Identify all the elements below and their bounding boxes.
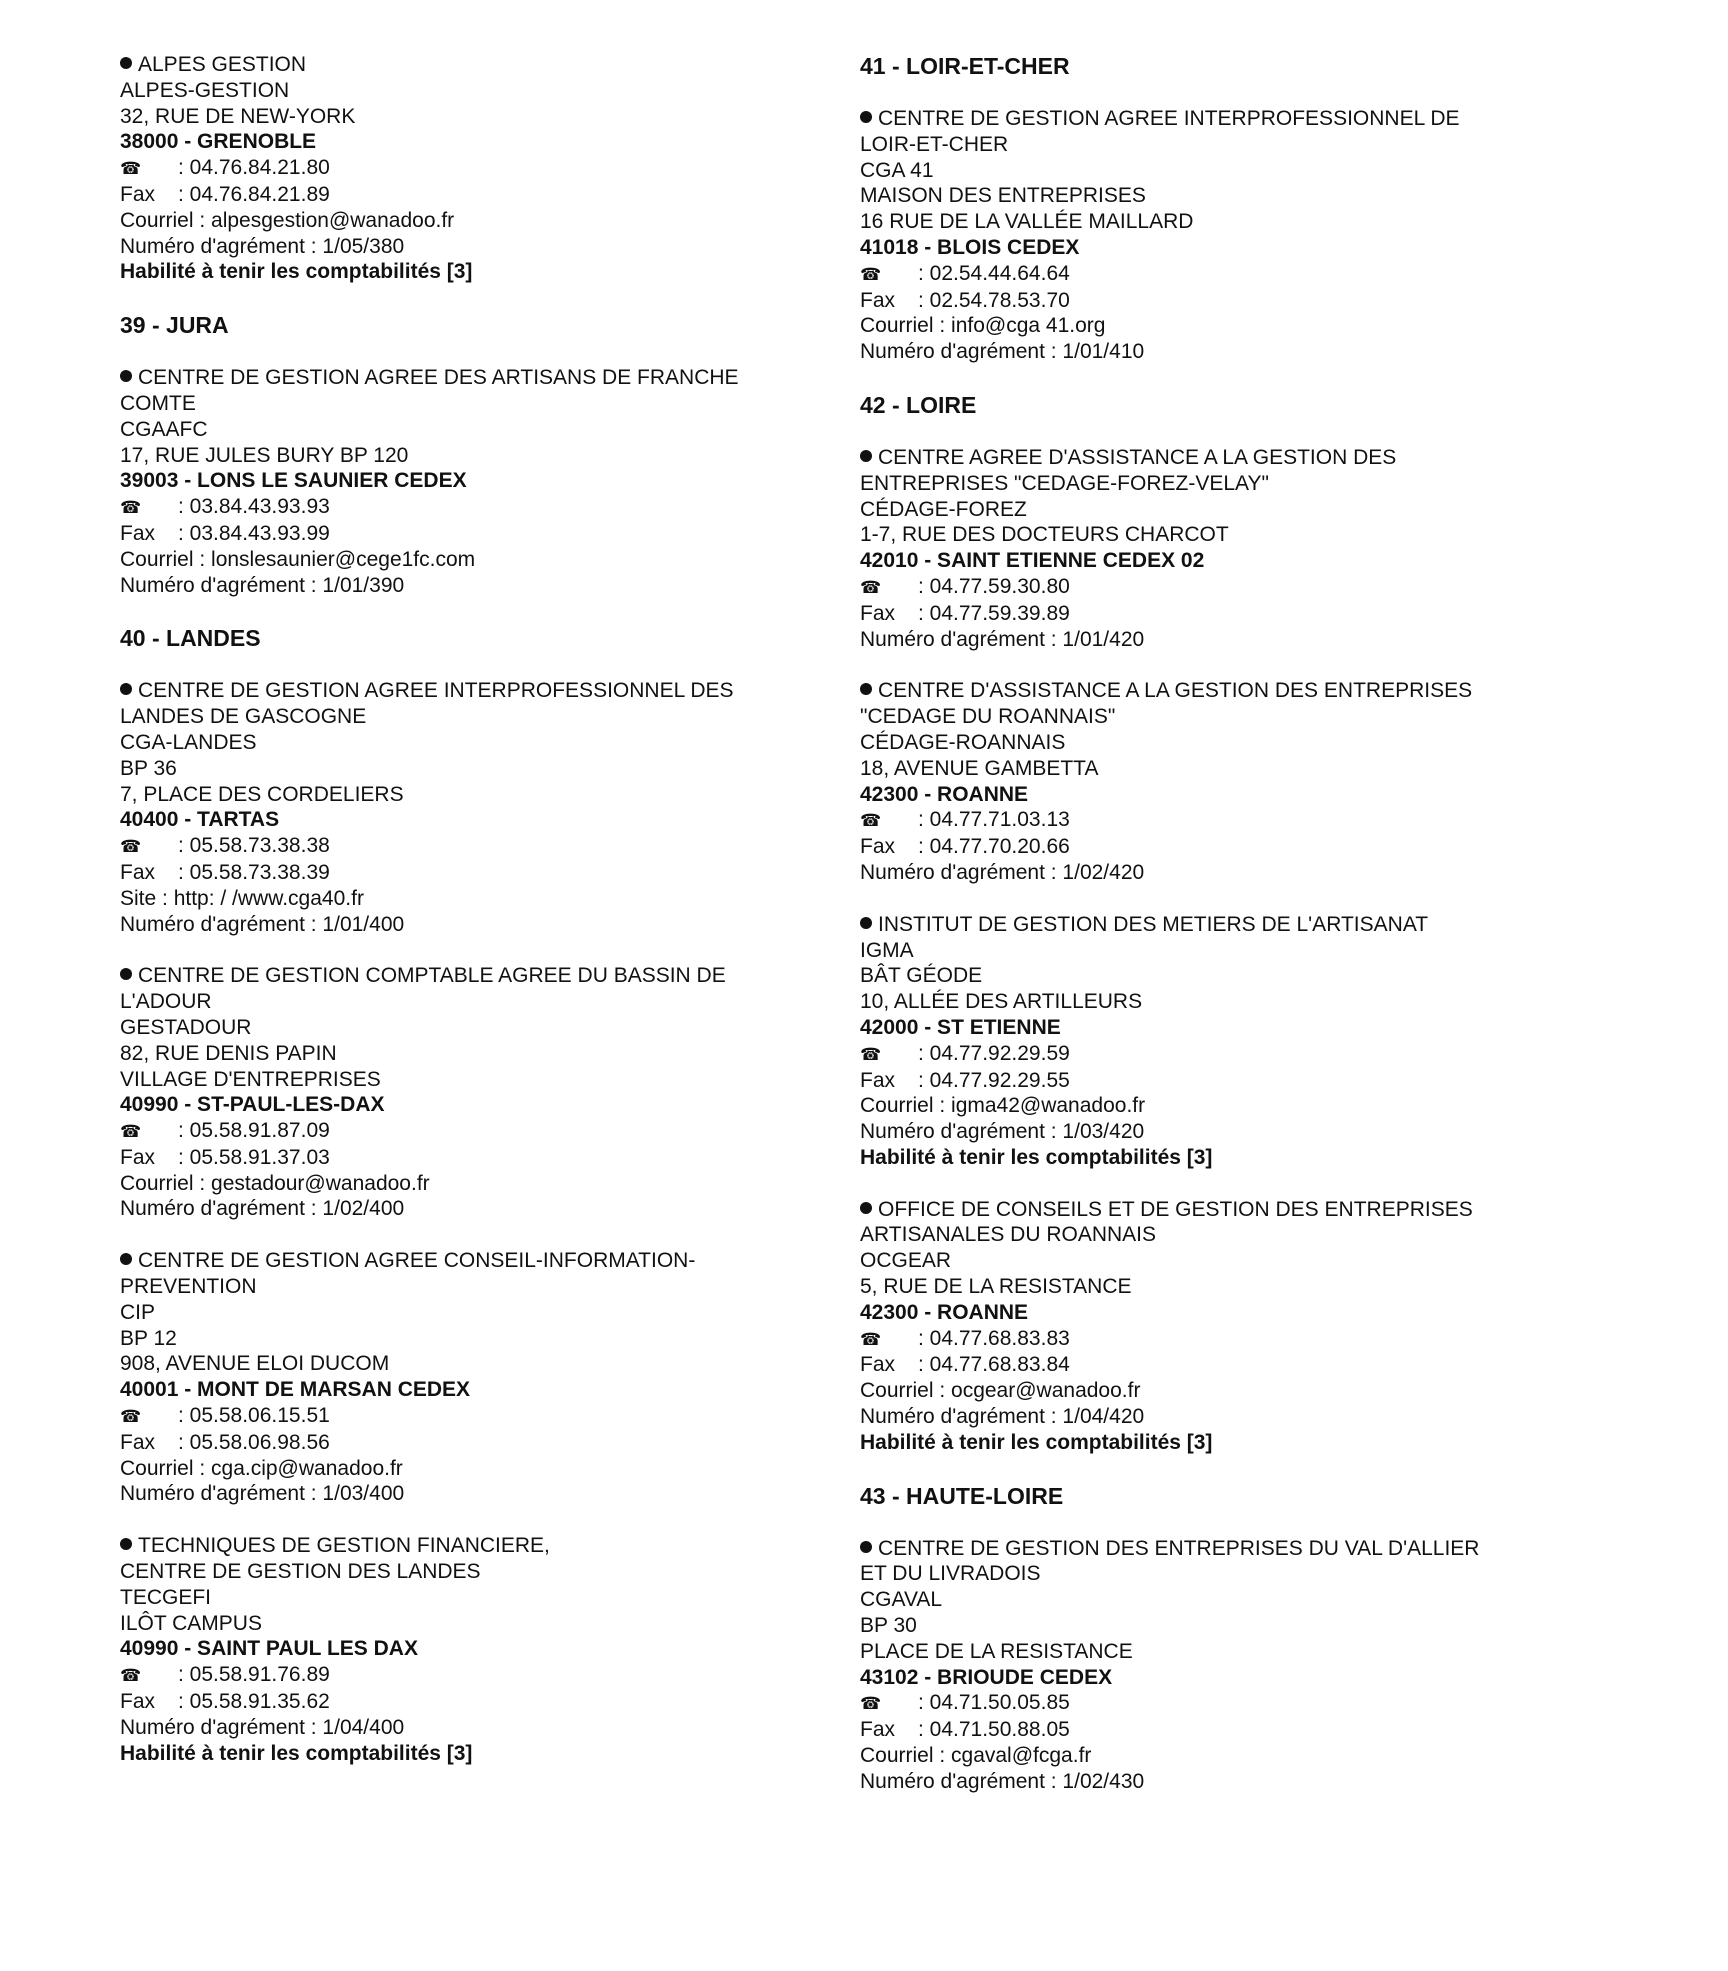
entry-email: Courriel : info@cga 41.org [860,314,1106,338]
phone-icon: ☎ [860,811,882,831]
entry-phone: ☎ : 05.58.73.38.38 [120,833,820,860]
entry-agrement: Numéro d'agrément : 1/02/430 [860,1769,1145,1793]
entry-fax: Fax : 04.76.84.21.89 [120,182,330,206]
entry-line: BP 36 [120,756,177,780]
right-column [860,52,1560,1821]
left-column [120,52,820,1792]
entry-habilite: Habilité à tenir les comptabilités [3] [120,1741,473,1765]
entry-email: Courriel : alpesgestion@wanadoo.fr [120,208,455,232]
phone-icon: ☎ [860,577,882,597]
entry-line: MAISON DES ENTREPRISES [860,184,1146,208]
entry-phone: ☎ : 04.77.68.83.83 [860,1326,1560,1353]
entry-line: CÉDAGE-ROANNAIS [860,730,1066,754]
entry-line: 5, RUE DE LA RESISTANCE [860,1275,1132,1299]
entry-habilite: Habilité à tenir les comptabilités [3] [860,1145,1213,1169]
entry-line: PREVENTION [120,1275,257,1299]
entry-line: CENTRE DE GESTION DES LANDES [120,1560,481,1584]
entry-title: INSTITUT DE GESTION DES METIERS DE L'ARTISANAT [860,912,1560,938]
entry-fax: Fax : 04.77.92.29.55 [860,1068,1070,1092]
entry-line: LOIR-ET-CHER [860,132,1009,156]
entry-gestadour [120,963,820,1222]
entry-city: 40990 - SAINT PAUL LES DAX [120,1637,418,1661]
entry-line: 82, RUE DENIS PAPIN [120,1041,337,1065]
entry-fax: Fax : 05.58.06.98.56 [120,1430,330,1454]
entry-line: 18, AVENUE GAMBETTA [860,756,1099,780]
entry-agrement: Numéro d'agrément : 1/01/420 [860,627,1145,651]
entry-line: CIP [120,1300,156,1324]
entry-city: 40001 - MONT DE MARSAN CEDEX [120,1378,471,1402]
entry-title: CENTRE D'ASSISTANCE A LA GESTION DES ENTREPRISES [860,678,1560,704]
phone-icon: ☎ [860,1694,882,1714]
entry-fax: Fax : 03.84.43.93.99 [120,521,330,545]
entry-city: 42300 - ROANNE [860,782,1029,806]
entry-agrement: Numéro d'agrément : 1/01/390 [120,573,405,597]
phone-icon: ☎ [120,498,142,518]
entry-line: 10, ALLÉE DES ARTILLEURS [860,990,1143,1014]
entry-line: ILÔT CAMPUS [120,1611,262,1635]
section-heading-43: 43 - HAUTE-LOIRE [860,1482,1064,1509]
entry-email: Courriel : ocgear@wanadoo.fr [860,1379,1141,1403]
entry-phone: ☎ : 05.58.91.76.89 [120,1662,820,1689]
entry-tecgefi [120,1533,820,1766]
entry-email: Courriel : igma42@wanadoo.fr [860,1094,1146,1118]
entry-title: TECHNIQUES DE GESTION FINANCIERE, [120,1533,820,1559]
section-heading-42: 42 - LOIRE [860,391,977,418]
entry-cedage-forez [860,445,1560,652]
phone-icon: ☎ [120,1407,142,1427]
entry-phone: ☎ : 04.77.92.29.59 [860,1041,1560,1068]
entry-line: BÂT GÉODE [860,964,983,988]
entry-line: IGMA [860,938,914,962]
bullet-icon [860,450,872,462]
entry-agrement: Numéro d'agrément : 1/04/400 [120,1715,405,1739]
entry-title: CENTRE DE GESTION AGREE DES ARTISANS DE FRANCHE [120,365,820,391]
entry-line: PLACE DE LA RESISTANCE [860,1639,1133,1663]
entry-city: 40400 - TARTAS [120,808,280,832]
entry-line: CGA-LANDES [120,730,257,754]
entry-line: 908, AVENUE ELOI DUCOM [120,1352,390,1376]
entry-city: 38000 - GRENOBLE [120,130,317,154]
entry-igma [860,912,1560,1171]
entry-line: ARTISANALES DU ROANNAIS [860,1223,1157,1247]
entry-line: 7, PLACE DES CORDELIERS [120,782,404,806]
entry-line: TECGEFI [120,1585,212,1609]
entry-cgaval [860,1536,1560,1795]
entry-city: 40990 - ST-PAUL-LES-DAX [120,1093,385,1117]
entry-cip [120,1248,820,1507]
entry-agrement: Numéro d'agrément : 1/02/400 [120,1197,405,1221]
entry-phone: ☎ : 04.77.71.03.13 [860,807,1560,834]
bullet-icon [860,1202,872,1214]
entry-line: 17, RUE JULES BURY BP 120 [120,443,409,467]
entry-line: BP 30 [860,1614,917,1638]
entry-cedage-roannais [860,678,1560,885]
entry-fax: Fax : 04.71.50.88.05 [860,1718,1070,1742]
bullet-icon [860,111,872,123]
entry-line: 32, RUE DE NEW-YORK [120,104,356,128]
entry-city: 43102 - BRIOUDE CEDEX [860,1665,1113,1689]
entry-phone: ☎ : 04.77.59.30.80 [860,574,1560,601]
entry-phone: ☎ : 04.71.50.05.85 [860,1690,1560,1717]
entry-cga-landes [120,678,820,937]
entry-title: ALPES GESTION [120,52,820,78]
entry-agrement: Numéro d'agrément : 1/05/380 [120,234,405,258]
entry-agrement: Numéro d'agrément : 1/01/400 [120,912,405,936]
phone-icon: ☎ [860,1044,882,1064]
entry-line: L'ADOUR [120,990,212,1014]
entry-title: CENTRE DE GESTION DES ENTREPRISES DU VAL D'ALLIER [860,1536,1560,1562]
entry-agrement: Numéro d'agrément : 1/01/410 [860,340,1145,364]
entry-agrement: Numéro d'agrément : 1/03/400 [120,1482,405,1506]
entry-phone: ☎ : 02.54.44.64.64 [860,261,1560,288]
entry-email: Courriel : cga.cip@wanadoo.fr [120,1456,403,1480]
entry-line: 1-7, RUE DES DOCTEURS CHARCOT [860,523,1229,547]
bullet-icon [120,968,132,980]
phone-icon: ☎ [120,1122,142,1142]
entry-title: CENTRE AGREE D'ASSISTANCE A LA GESTION DES [860,445,1560,471]
section-heading-40: 40 - LANDES [120,625,261,652]
entry-fax: Fax : 04.77.70.20.66 [860,835,1070,859]
entry-line: VILLAGE D'ENTREPRISES [120,1067,381,1091]
entry-fax: Fax : 05.58.73.38.39 [120,860,330,884]
entry-line: "CEDAGE DU ROANNAIS" [860,705,1116,729]
entry-email: Courriel : lonslesaunier@cege1fc.com [120,547,476,571]
entry-line: OCGEAR [860,1249,952,1273]
bullet-icon [860,917,872,929]
entry-title: OFFICE DE CONSEILS ET DE GESTION DES ENTREPRISES [860,1197,1560,1223]
entry-alpes-gestion [120,52,820,285]
bullet-icon [120,683,132,695]
entry-city: 42300 - ROANNE [860,1300,1029,1324]
entry-city: 39003 - LONS LE SAUNIER CEDEX [120,469,467,493]
entry-city: 42010 - SAINT ETIENNE CEDEX 02 [860,549,1205,573]
entry-city: 42000 - ST ETIENNE [860,1015,1061,1039]
entry-phone: ☎ : 03.84.43.93.93 [120,494,820,521]
entry-email: Courriel : gestadour@wanadoo.fr [120,1171,430,1195]
entry-city: 41018 - BLOIS CEDEX [860,235,1080,259]
entry-title: CENTRE DE GESTION AGREE CONSEIL-INFORMATION- [120,1248,820,1274]
entry-line: COMTE [120,391,196,415]
bullet-icon [860,1541,872,1553]
entry-line: 16 RUE DE LA VALLÉE MAILLARD [860,210,1194,234]
entry-line: ENTREPRISES "CEDAGE-FOREZ-VELAY" [860,471,1269,495]
phone-icon: ☎ [120,159,142,179]
entry-phone: ☎ : 04.76.84.21.80 [120,155,820,182]
bullet-icon [120,370,132,382]
entry-title: CENTRE DE GESTION AGREE INTERPROFESSIONNEL DES [120,678,820,704]
entry-title: CENTRE DE GESTION AGREE INTERPROFESSIONNEL DE [860,106,1560,132]
entry-habilite: Habilité à tenir les comptabilités [3] [860,1430,1213,1454]
section-heading-41: 41 - LOIR-ET-CHER [860,53,1070,79]
entry-fax: Fax : 05.58.91.37.03 [120,1145,330,1169]
entry-agrement: Numéro d'agrément : 1/03/420 [860,1120,1145,1144]
section-heading-39: 39 - JURA [120,312,229,339]
entry-line: LANDES DE GASCOGNE [120,705,367,729]
phone-icon: ☎ [120,1666,142,1686]
entry-agrement: Numéro d'agrément : 1/02/420 [860,860,1145,884]
entry-phone: ☎ : 05.58.91.87.09 [120,1118,820,1145]
phone-icon: ☎ [860,264,882,284]
entry-line: CGAVAL [860,1588,943,1612]
entry-fax: Fax : 04.77.59.39.89 [860,601,1070,625]
entry-line: CÉDAGE-FOREZ [860,497,1027,521]
entry-line: ET DU LIVRADOIS [860,1562,1041,1586]
entry-line: BP 12 [120,1326,177,1350]
entry-title: CENTRE DE GESTION COMPTABLE AGREE DU BASSIN DE [120,963,820,989]
entry-fax: Fax : 02.54.78.53.70 [860,288,1070,312]
entry-site: Site : http: / /www.cga40.fr [120,886,364,910]
bullet-icon [120,57,132,69]
entry-line: CGAAFC [120,417,208,441]
entry-phone: ☎ : 05.58.06.15.51 [120,1403,820,1430]
entry-line: CGA 41 [860,158,934,182]
entry-line: GESTADOUR [120,1015,252,1039]
bullet-icon [120,1253,132,1265]
entry-fax: Fax : 04.77.68.83.84 [860,1353,1070,1377]
entry-line: ALPES-GESTION [120,78,290,102]
bullet-icon [860,683,872,695]
bullet-icon [120,1538,132,1550]
phone-icon: ☎ [120,837,142,857]
entry-ocgear [860,1197,1560,1456]
entry-email: Courriel : cgaval@fcga.fr [860,1744,1092,1768]
phone-icon: ☎ [860,1329,882,1349]
entry-cgaafc [120,365,820,598]
entry-agrement: Numéro d'agrément : 1/04/420 [860,1405,1145,1429]
entry-habilite: Habilité à tenir les comptabilités [3] [120,260,473,284]
entry-fax: Fax : 05.58.91.35.62 [120,1690,330,1714]
entry-cga41 [860,106,1560,365]
